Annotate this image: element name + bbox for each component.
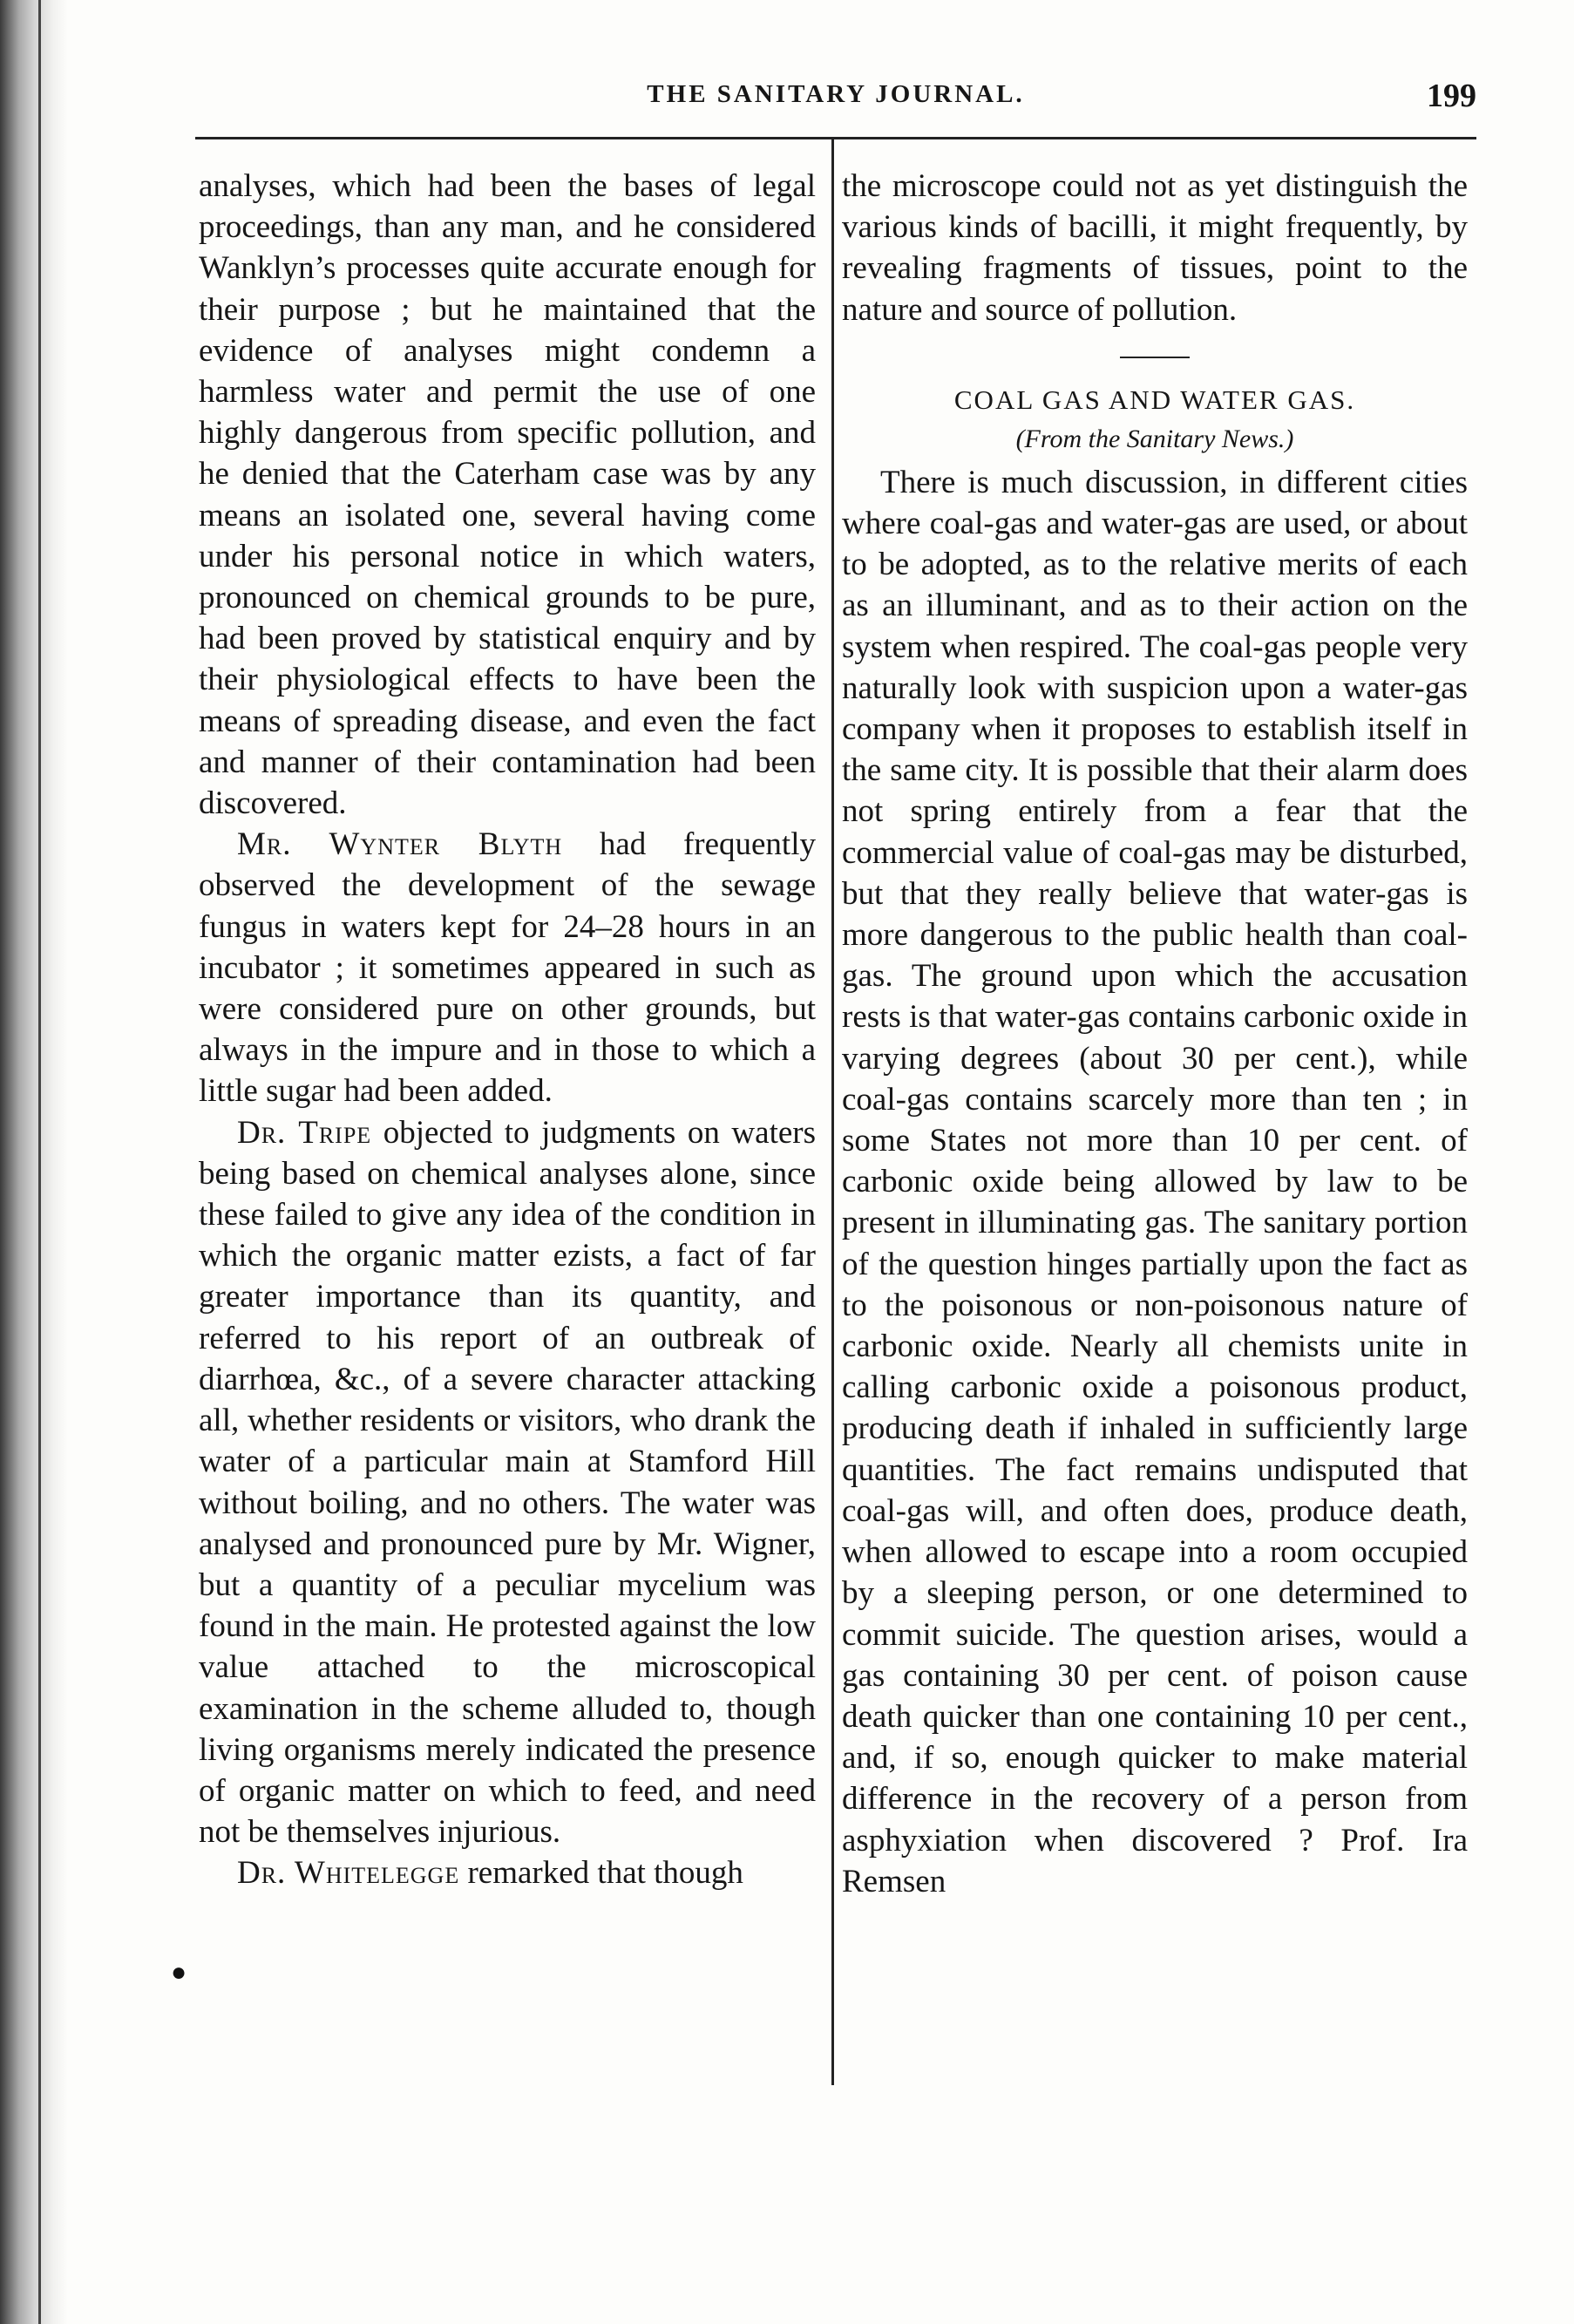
margin-mark: ● xyxy=(171,1958,187,1987)
paragraph xyxy=(199,1112,816,1853)
speaker-name: Dr. Whitelegge xyxy=(237,1855,460,1892)
speaker-name: Dr. Tripe xyxy=(237,1114,372,1151)
left-column xyxy=(199,166,816,1894)
paragraph xyxy=(199,1852,816,1893)
right-column xyxy=(842,166,1468,1902)
paragraph: analyses, which had been the bases of legal proceedings, than any man, and he considered Wanklyn’s processes quite accurate enough for their purpose ; but he maintained that the evidence of analyses might condemn a harmless water and permit the use of one highly dangerous from specific pollution, and he denied that the Caterham case was by any means an isolated one, several having come under his personal notice in which waters, pronounced on chemical grounds to be pure, had been proved by statistical enquiry and by their physiological effects to have been the means of spreading disease, and even the fact and manner of their contamination had been discovered. xyxy=(199,168,816,822)
page-number: 199 xyxy=(1427,78,1476,114)
paragraph-text: had frequently observed the development of the sewage fungus in waters kept for 24–28 hours in an incubator ; it sometimes appeared in such as were considered pure on other grounds, but always in the impure and in those to which a little sugar had been added. xyxy=(199,826,816,1110)
binding-edge xyxy=(38,0,41,2324)
paragraph: There is much discussion, in different cities where coal-gas and water-gas are used, or about to be adopted, as to the relative merits of each as an illuminant, and as to their action on the system when respired. The coal-gas people very naturally look with suspicion upon a water-gas company when it proposes to establish itself in the same city. It is possible that their alarm does not spring entirely from a fear that the commercial value of coal-gas may be disturbed, but that they really believe that water-gas is more dangerous to the public health than coal-gas. The ground upon which the accusation rests is that water-gas contains carbonic oxide in varying degrees (about 30 per cent.), while coal-gas contains scarcely more than ten ; in some States not more than 10 per cent. of carbonic oxide being allowed by law to be present in illuminating gas. The sanitary portion of the question hinges partially upon the fact as to the poisonous or non-poisonous nature of carbonic oxide. Nearly all chemists unite in calling carbonic oxide a poisonous product, producing death if inhaled in sufficiently large quantities. The fact remains undisputed that coal-gas will, and often does, produce death, when allowed to escape into a room occupied by a sleeping person, or one determined to commit suicide. The question arises, would a gas containing 30 per cent. of poison cause death quicker than one containing 10 per cent., and, if so, enough quicker to make material difference in the recovery of a person from asphyxiation when discovered ? Prof. Ira Remsen xyxy=(842,464,1468,1899)
running-head: THE SANITARY JOURNAL. xyxy=(647,80,1025,108)
header-rule xyxy=(195,137,1476,139)
book-spine-shadow xyxy=(0,0,68,2324)
paragraph: the microscope could not as yet distinguish the various kinds of bacilli, it might frequently, by revealing fragments of tissues, point to the nature and source of pollution. xyxy=(842,168,1468,328)
paragraph-text: objected to judgments on waters being based on chemical analyses alone, since these failed to give any idea of the condition in which the organic matter ezists, a fact of far greater importance than its quantity, and referred to his report of an outbreak of diarrhœa, &c., of a severe character attacking all, whether residents or visitors, who drank the water of a particular main at Stamford Hill without boiling, and no others. The water was analysed and pronounced pure by Mr. Wigner, but a quantity of a peculiar mycelium was found in the main. He protested against the low value attached to the microscopical examination in the scheme alluded to, though living organisms merely indicated the presence of organic matter on which to feed, and need not be themselves injurious. xyxy=(199,1114,816,1851)
paragraph xyxy=(199,824,816,1111)
article-title: COAL GAS AND WATER GAS. xyxy=(953,384,1356,415)
page-header xyxy=(195,80,1476,133)
article-source: (From the Sanitary News.) xyxy=(1015,424,1294,453)
section-separator xyxy=(1120,357,1190,358)
paragraph-text: remarked that though xyxy=(459,1855,743,1892)
speaker-name: Mr. Wynter Blyth xyxy=(237,826,563,863)
column-divider xyxy=(831,139,834,2085)
